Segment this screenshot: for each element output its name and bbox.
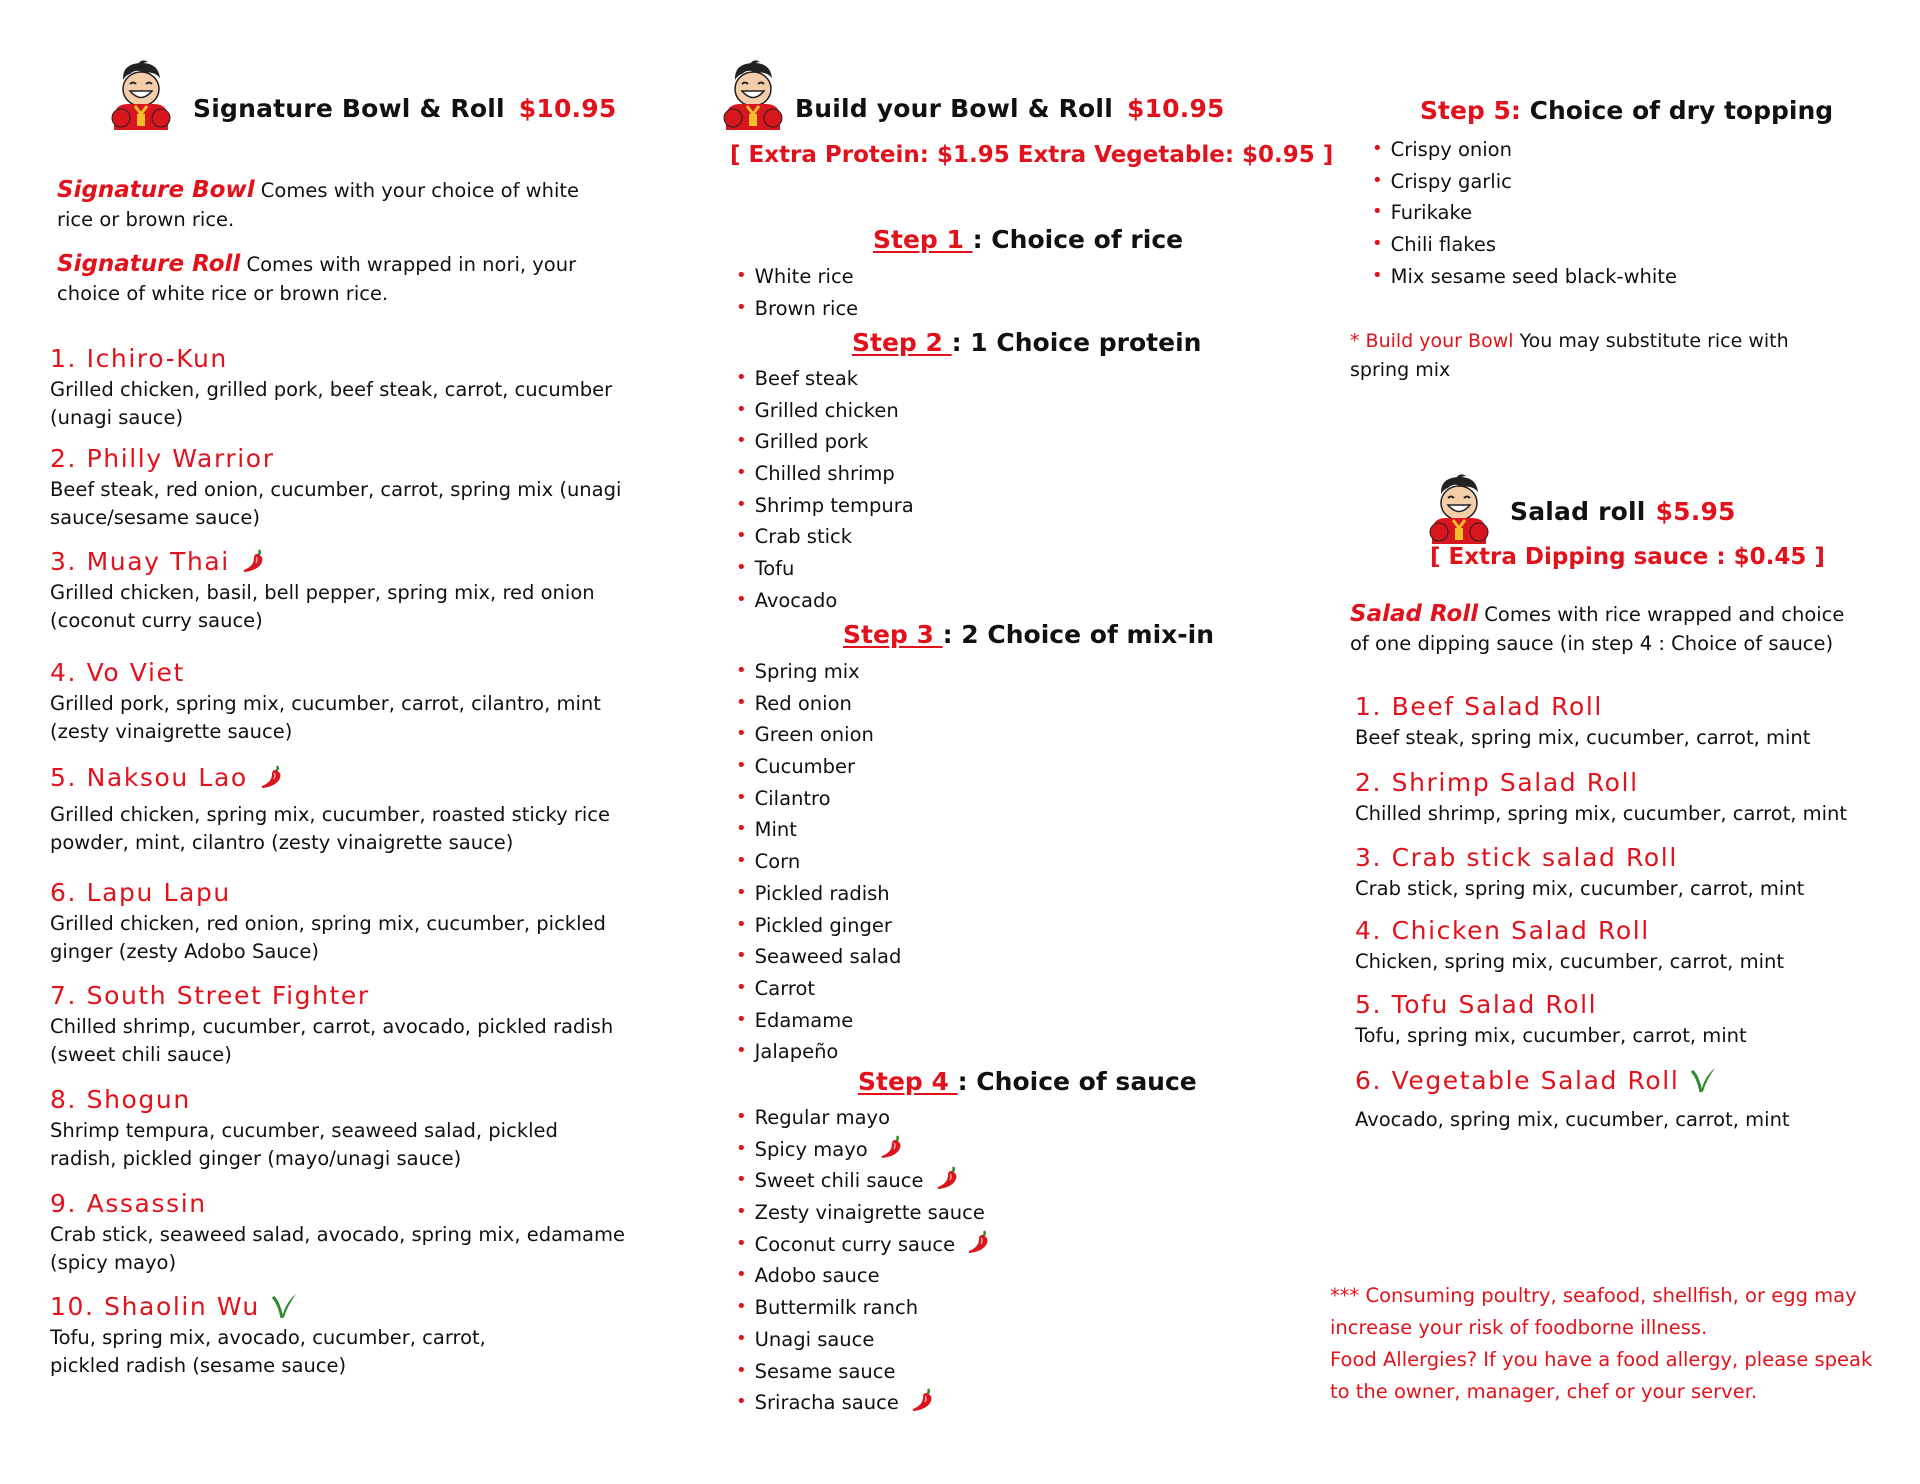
menu-item-name: 6. Lapu Lapu [50,878,231,907]
salad-price: $5.95 [1655,497,1736,526]
substitution-note [1350,327,1820,385]
list-item: • Grilled pork [736,430,869,454]
list-item: • Furikake [1372,201,1473,225]
menu-item-south-street-fighter [50,979,625,1069]
chili-pepper-icon [909,1386,937,1414]
step-label: Step 5: [1420,96,1521,125]
list-item: • Unagi sauce [736,1327,875,1351]
list-item: • Corn [736,850,801,874]
list-item: • Tofu [736,557,795,581]
step-5-heading [1420,96,1833,125]
list-item: • Mint [736,818,797,842]
chili-pepper-icon [240,547,268,575]
list-item: • Cilantro [736,786,831,810]
signature-roll-label: Signature Roll [57,251,241,277]
list-item: • Seaweed salad [736,945,902,969]
list-item: • Crispy onion [1372,138,1512,161]
build-price: $10.95 [1126,94,1225,123]
list-item: • Sweet chili sauce [736,1164,993,1196]
menu-item-name: 3. Muay Thai [50,547,230,576]
list-item: • Crab stick [736,525,853,549]
list-item: • Edamame [736,1008,854,1032]
mascot-logo [720,58,786,130]
menu-item-name: 3. Crab stick salad Roll [1355,843,1678,872]
step-label: Step 3 [843,620,943,649]
list-item: • Buttermilk ranch [736,1296,919,1320]
list-item: • Cucumber [736,755,856,779]
menu-item-name: 4. Vo Viet [50,658,185,687]
menu-item-desc: Grilled pork, spring mix, cucumber, carrot, cilantro, mint (zesty vinaigrette sauce) [50,692,601,743]
menu-item-name: 9. Assassin [50,1189,207,1218]
vegetarian-leaf-icon [270,1291,298,1321]
menu-item-desc: Crab stick, seaweed salad, avocado, spring mix, edamame (spicy mayo) [50,1223,625,1274]
step-3-heading [843,620,1214,649]
list-item: • Sesame sauce [736,1359,896,1383]
menu-item-assassin [50,1187,625,1277]
build-header [795,94,1225,123]
menu-item-name: 7. South Street Fighter [50,981,370,1010]
build-extras: [ Extra Protein: $1.95 Extra Vegetable: $0.95 ] [730,142,1334,168]
list-item: • Grilled chicken [736,398,899,422]
salad-title: Salad roll [1510,497,1646,526]
step-2-heading [852,328,1201,357]
menu-item-desc: Grilled chicken, grilled pork, beef steak, carrot, cucumber (unagi sauce) [50,378,613,429]
salad-item-shrimp [1355,766,1875,828]
menu-item-desc: Chilled shrimp, cucumber, carrot, avocado, pickled radish (sweet chili sauce) [50,1015,614,1066]
list-item: • Coconut curry sauce [736,1228,993,1260]
menu-item-desc: Shrimp tempura, cucumber, seaweed salad, pickled radish, pickled ginger (mayo/unagi sauce) [50,1119,558,1170]
menu-item-desc: Chilled shrimp, spring mix, cucumber, carrot, mint [1355,802,1848,825]
vegetarian-leaf-icon [1689,1065,1717,1095]
signature-bowl-label: Signature Bowl [57,177,255,203]
build-title: Build your Bowl & Roll [795,94,1113,123]
salad-item-beef [1355,690,1875,752]
menu-item-name: 6. Vegetable Salad Roll [1355,1066,1680,1095]
list-item: • Regular mayo [736,1106,891,1129]
menu-item-name: 1. Ichiro-Kun [50,344,228,373]
signature-bowl-intro [57,176,617,234]
salad-roll-intro [1350,600,1850,658]
consumption-warning: *** Consuming poultry, seafood, shellfish, or egg may increase your risk of foodborne illness. [1330,1284,1857,1339]
salad-item-tofu [1355,988,1875,1050]
step-title: : 2 Choice of mix-in [942,620,1215,649]
protein-options-list [736,362,914,616]
step-title: : Choice of sauce [957,1067,1197,1096]
menu-item-shogun [50,1083,625,1173]
step-label: Step 1 [873,225,973,254]
menu-item-desc: Grilled chicken, spring mix, cucumber, roasted sticky rice powder, mint, cilantro (zesty vinaigrette sauce) [50,803,611,854]
mascot-logo [108,58,174,130]
menu-item-philly-warrior [50,442,625,532]
signature-roll-intro [57,250,617,308]
step-label: Step 2 [852,328,952,357]
dry-topping-list [1372,133,1677,291]
list-item: • Beef steak [736,367,859,390]
menu-item-shaolin-wu [50,1290,490,1380]
salad-extras: [ Extra Dipping sauce : $0.45 ] [1430,544,1825,570]
list-item: • Pickled ginger [736,913,892,937]
list-item: • Chilled shrimp [736,462,895,486]
rice-options-list [736,260,858,323]
list-item: • Jalapeño [736,1040,839,1064]
menu-item-desc: Crab stick, spring mix, cucumber, carrot, mint [1355,877,1805,900]
menu-item-muay-thai [50,545,625,635]
signature-title: Signature Bowl & Roll [193,94,505,123]
step-4-heading [858,1067,1197,1096]
menu-item-naksou-lao [50,761,625,857]
list-item: • White rice [736,265,854,288]
menu-item-name: 1. Beef Salad Roll [1355,692,1603,721]
salad-roll-label: Salad Roll [1350,601,1479,627]
chili-pepper-icon [965,1228,993,1256]
list-item: • Chili flakes [1372,233,1497,257]
step-title: Choice of dry topping [1520,96,1834,125]
list-item: • Sriracha sauce [736,1386,993,1418]
salad-item-chicken [1355,914,1875,976]
menu-item-desc: Tofu, spring mix, cucumber, carrot, mint [1355,1024,1747,1047]
chili-pepper-icon [878,1133,906,1161]
foodborne-warning [1330,1280,1890,1408]
menu-item-desc: Tofu, spring mix, avocado, cucumber, carrot, pickled radish (sesame sauce) [50,1326,486,1377]
list-item: • Adobo sauce [736,1264,880,1288]
salad-roll-text: Comes with rice wrapped and choice of one dipping sauce (in step 4 : Choice of sauce) [1350,603,1845,655]
list-item: • Zesty vinaigrette sauce [736,1201,985,1225]
step-label: Step 4 [858,1067,958,1096]
menu-item-name: 2. Philly Warrior [50,444,275,473]
list-item: • Red onion [736,691,852,715]
signature-price: $10.95 [518,94,617,123]
sauce-options-list [736,1101,993,1418]
list-item: • Green onion [736,723,874,747]
signature-header [193,94,616,123]
salad-item-vegetable [1355,1064,1875,1134]
menu-item-desc: Grilled chicken, basil, bell pepper, spring mix, red onion (coconut curry sauce) [50,581,595,632]
menu-item-name: 2. Shrimp Salad Roll [1355,768,1639,797]
menu-item-desc: Beef steak, red onion, cucumber, carrot, spring mix (unagi sauce/sesame sauce) [50,478,622,529]
list-item: • Carrot [736,976,816,1000]
list-item: • Mix sesame seed black-white [1372,264,1677,288]
mix-in-options-list [736,655,901,1067]
list-item: • Pickled radish [736,881,890,905]
salad-item-crab-stick [1355,841,1875,903]
chili-pepper-icon [934,1164,962,1192]
menu-item-desc: Grilled chicken, red onion, spring mix, cucumber, pickled ginger (zesty Adobo Sauce) [50,912,606,963]
list-item: • Avocado [736,588,838,612]
allergy-notice: Food Allergies? If you have a food allergy, please speak to the owner, manager, chef or your server. [1330,1348,1873,1403]
step-title: : Choice of rice [972,225,1184,254]
list-item: • Spring mix [736,660,860,683]
menu-item-name: 4. Chicken Salad Roll [1355,916,1650,945]
step-title: : 1 Choice protein [951,328,1202,357]
note-text: You may substitute rice with spring mix [1350,330,1789,381]
chili-pepper-icon [258,763,286,791]
menu-item-ichiro-kun [50,342,625,432]
signature-roll-text: Comes with wrapped in nori, your choice of white rice or brown rice. [57,253,577,305]
list-item: • Crispy garlic [1372,169,1512,193]
step-1-heading [873,225,1183,254]
signature-bowl-text: Comes with your choice of white rice or brown rice. [57,179,580,231]
menu-item-desc: Avocado, spring mix, cucumber, carrot, mint [1355,1108,1790,1131]
menu-item-name: 5. Naksou Lao [50,763,248,792]
mascot-logo [1426,472,1492,544]
menu-item-name: 5. Tofu Salad Roll [1355,990,1598,1019]
menu-item-name: 8. Shogun [50,1085,191,1114]
menu-item-vo-viet [50,656,625,746]
salad-header [1510,497,1736,526]
list-item: • Shrimp tempura [736,493,914,517]
note-label: * Build your Bowl [1350,330,1514,352]
menu-item-name: 10. Shaolin Wu [50,1292,260,1321]
list-item: • Spicy mayo [736,1133,993,1165]
menu-item-desc: Chicken, spring mix, cucumber, carrot, mint [1355,950,1784,973]
list-item: • Brown rice [736,296,859,320]
menu-item-lapu-lapu [50,876,625,966]
menu-item-desc: Beef steak, spring mix, cucumber, carrot, mint [1355,726,1811,749]
